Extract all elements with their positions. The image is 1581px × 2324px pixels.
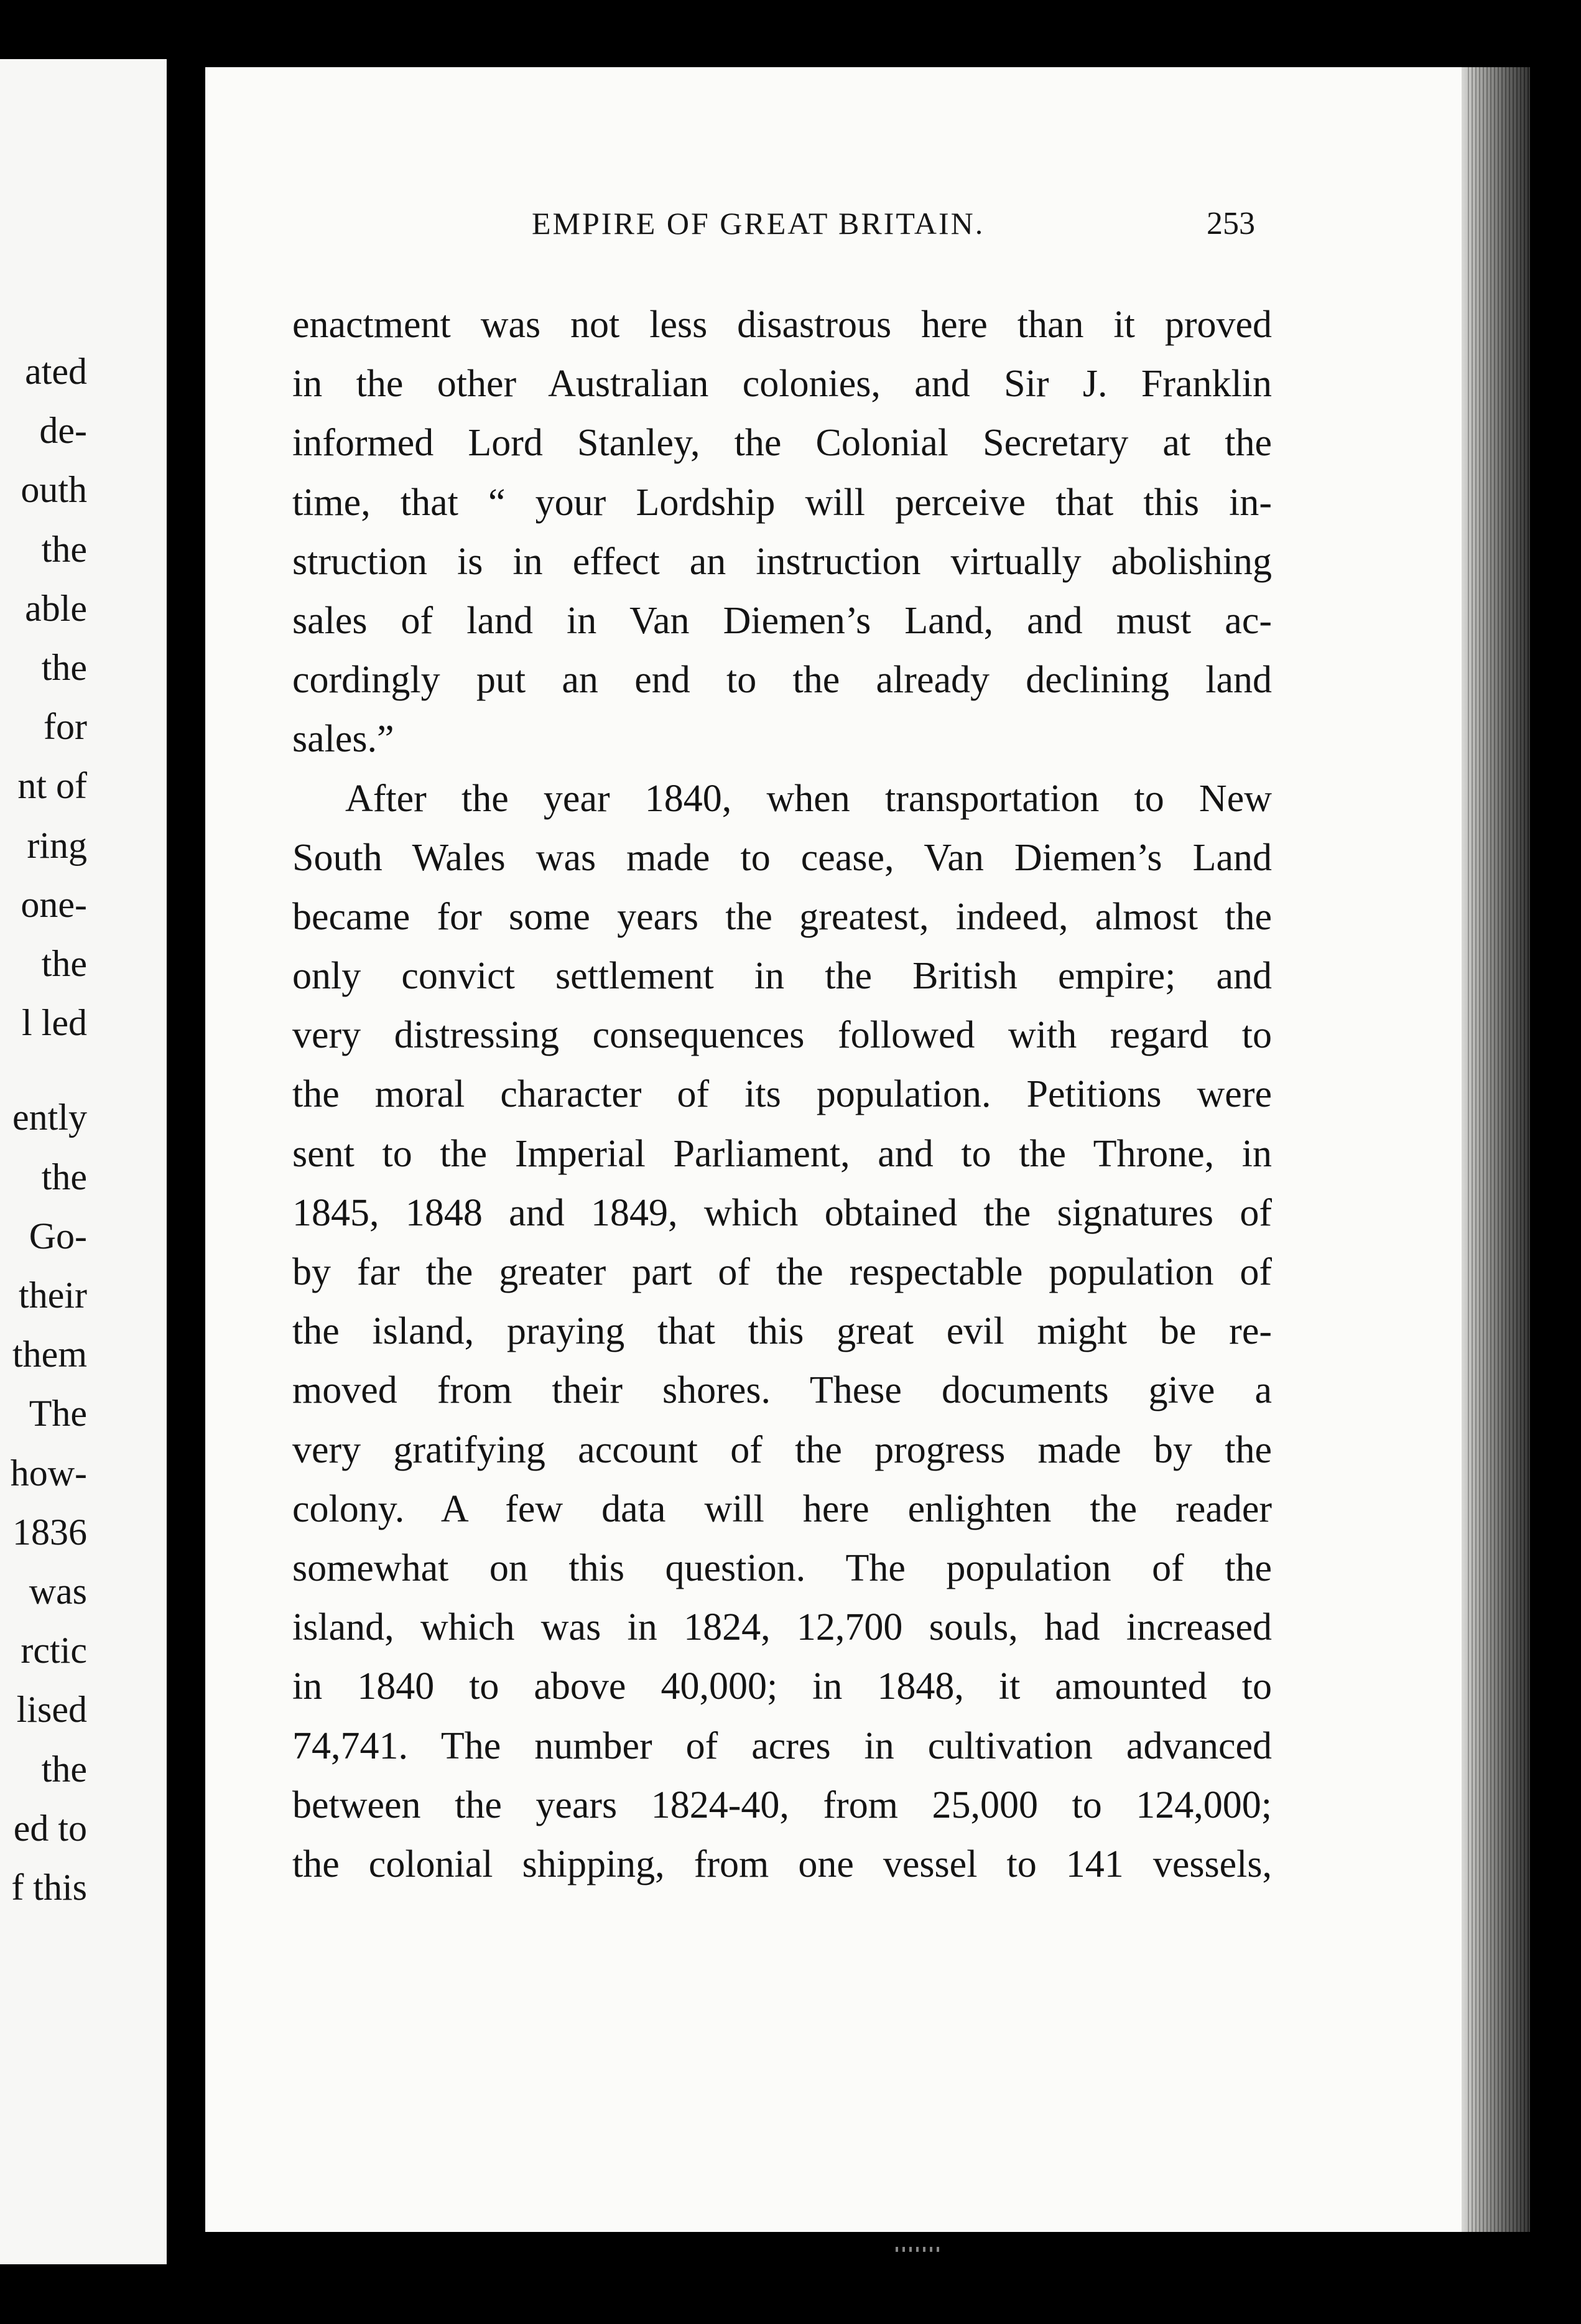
text-line: in the other Australian colonies, and Sir J. Franklin [292,363,1272,406]
facing-line: ated [25,351,87,392]
text-line: sent to the Imperial Parliament, and to the Throne, in [292,1132,1272,1175]
text-line: struction is in effect an instruction virtually abolishing [292,540,1272,583]
text-line: island, which was in 1824, 12,700 souls, had increased [292,1606,1272,1649]
facing-page [0,59,167,2264]
text-line: time, that “ your Lordship will perceive that this in- [292,481,1272,524]
facing-line: lised [16,1689,87,1731]
text-line: in 1840 to above 40,000; in 1848, it amounted to [292,1665,1272,1708]
text-line: very gratifying account of the progress made by the [292,1428,1272,1471]
facing-line: outh [21,469,87,511]
running-title: EMPIRE OF GREAT BRITAIN. [532,206,985,241]
facing-line: the [41,1748,87,1790]
facing-line: them [12,1334,87,1375]
body-text [292,295,1272,1894]
text-line: by far the greater part of the respectable population of [292,1251,1272,1293]
text-line: only convict settlement in the British empire; and [292,955,1272,998]
text-line: informed Lord Stanley, the Colonial Secretary at the [292,422,1272,465]
facing-line: the [41,528,87,570]
facing-line: for [44,706,87,748]
text-line: the colonial shipping, from one vessel to 141 vessels, [292,1843,1272,1885]
book-gutter [167,59,205,2264]
facing-line: de- [39,410,87,452]
text-line: South Wales was made to cease, Van Diemen’s Land [292,836,1272,879]
facing-line: their [19,1275,87,1316]
page-number: 253 [1207,206,1255,241]
facing-line: the [41,647,87,689]
facing-line: one- [21,883,87,925]
facing-line: l led [22,1002,87,1044]
facing-line-gap [11,1053,87,1088]
text-line: 1845, 1848 and 1849, which obtained the signatures of [292,1191,1272,1234]
text-line: very distressing consequences followed with regard to [292,1014,1272,1057]
facing-line: able [25,587,87,629]
facing-line: The [29,1393,87,1434]
facing-line: how- [10,1452,87,1494]
text-line: 74,741. The number of acres in cultivation advanced [292,1724,1272,1767]
facing-line: rctic [21,1630,87,1671]
page-edge-texture [1468,67,1530,2232]
text-line: sales of land in Van Diemen’s Land, and must ac- [292,599,1272,642]
text-line: between the years 1824-40, from 25,000 to 124,000; [292,1783,1272,1826]
facing-line: ring [27,824,87,866]
facing-line: ed to [13,1807,87,1849]
paragraph-start-line: After the year 1840, when transportation to New [345,777,1272,820]
text-line: the moral character of its population. Petitions were [292,1073,1272,1116]
scan-specks [896,2247,939,2252]
running-head [205,205,1462,249]
text-line: moved from their shores. These documents give a [292,1369,1272,1412]
text-line: sales.” [292,718,394,761]
facing-line: nt of [17,765,87,807]
facing-line: was [29,1571,87,1612]
facing-line: the [41,1156,87,1197]
facing-line: f this [11,1867,87,1908]
text-line: became for some years the greatest, indeed, almost the [292,895,1272,938]
facing-line: 1836 [12,1511,87,1553]
facing-line: ently [12,1097,87,1138]
facing-line: the [41,943,87,985]
text-line: colony. A few data will here enlighten the reader [292,1487,1272,1530]
facing-line: Go- [29,1215,87,1257]
text-line: cordingly put an end to the already declining land [292,659,1272,702]
text-line: the island, praying that this great evil might be re- [292,1310,1272,1353]
text-line: somewhat on this question. The population of the [292,1546,1272,1589]
facing-page-text [11,342,87,1917]
text-line: enactment was not less disastrous here than it proved [292,304,1272,346]
